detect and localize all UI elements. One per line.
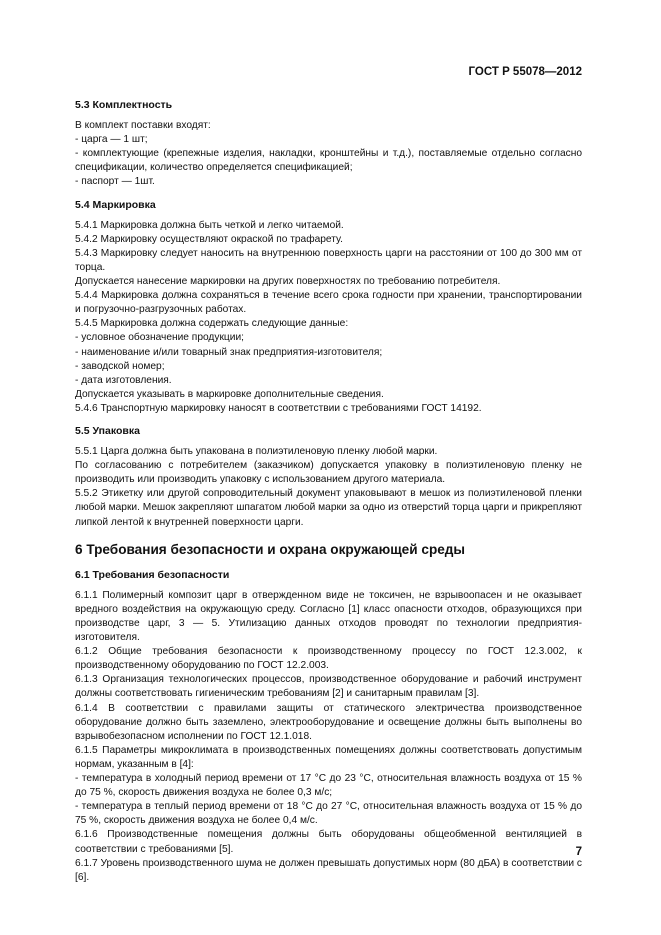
list-item: - температура в теплый период времени от 18 °С до 27 °С, относительная влажность воздуха от 15 % до 75 %, скорость движения воздуха не более 0,4 м/с.	[75, 801, 582, 827]
paragraph: Допускается нанесение маркировки на других поверхностях по требованию потребителя.	[75, 276, 501, 288]
page-number: 7	[575, 846, 582, 858]
page-content	[75, 90, 582, 885]
paragraph: 5.4.1 Маркировка должна быть четкой и легко читаемой.	[75, 219, 344, 231]
paragraph: 6.1.7 Уровень производственного шума не должен превышать допустимых норм (80 дБА) в соответствии с [6].	[75, 857, 582, 883]
section-5-5-title: 5.5 Упаковка	[75, 424, 140, 437]
paragraph: 5.4.5 Маркировка должна содержать следующие данные:	[75, 318, 349, 330]
list-item: - условное обозначение продукции;	[75, 332, 244, 344]
paragraph: 6.1.1 Полимерный композит царг в отвержденном виде не токсичен, не взрывоопасен и не оказывает вредного воздействия на окружающую среду. Согласно [1] класс опасности отходов, образующихся при производстве царг, 3 — 5. Утилизацию данных отходов проводят по технологии предприятия-изготовителя.	[75, 589, 582, 644]
list-item: - температура в холодный период времени от 17 °С до 23 °С, относительная влажность воздуха от 15 % до 75 %, скорость движения воздуха не более 0,3 м/с;	[75, 773, 582, 799]
paragraph: 5.5.1 Царга должна быть упакована в полиэтиленовую пленку любой марки.	[75, 446, 438, 458]
list-item: - наименование и/или товарный знак предприятия-изготовителя;	[75, 346, 383, 358]
list-item: - заводской номер;	[75, 360, 165, 372]
paragraph: 6.1.5 Параметры микроклимата в производственных помещениях должны соответствовать допустимым нормам, указанным в [4]:	[75, 744, 582, 770]
paragraph: 6.1.2 Общие требования безопасности к производственному процессу по ГОСТ 12.3.002, к производственному оборудованию по ГОСТ 12.2.003.	[75, 646, 582, 672]
paragraph: 5.5.2 Этикетку или другой сопроводительный документ упаковывают в мешок из полиэтиленовой пленки любой марки. Мешок закрепляют шпагатом любой марки за одно из отверстий торца царги и прикрепляют липкой лентой к внутренней поверхности царги.	[75, 488, 582, 528]
section-5-3-title: 5.3 Комплектность	[75, 99, 173, 111]
paragraph: 6.1.3 Организация технологических процессов, производственное оборудование и рабочий инструмент должны соответствовать гигиеническим требованиям [2] и санитарным правилам [3].	[75, 674, 582, 700]
paragraph: 6.1.6 Производственные помещения должны быть оборудованы общеобменной вентиляцией в соответствии с требованиями [5].	[75, 829, 582, 855]
list-item: - дата изготовления.	[75, 374, 172, 386]
paragraph: В комплект поставки входят:	[75, 120, 211, 132]
paragraph: Допускается указывать в маркировке дополнительные сведения.	[75, 388, 384, 400]
list-item: - царга — 1 шт;	[75, 134, 148, 146]
paragraph: 5.4.2 Маркировку осуществляют окраской по трафарету.	[75, 233, 343, 245]
section-6-title: 6 Требования безопасности и охрана окружающей среды	[75, 541, 466, 557]
list-item: - комплектующие (крепежные изделия, накладки, кронштейны и т.д.), поставляемые отдельно согласно спецификации, количество определяется спецификацией;	[75, 148, 582, 174]
paragraph: По согласованию с потребителем (заказчиком) допускается упаковку в полиэтиленовую пленку не производить или производить упаковку с использованием другого материала.	[75, 460, 582, 486]
section-5-4-title: 5.4 Маркировка	[75, 198, 156, 211]
section-6-1-title: 6.1 Требования безопасности	[75, 568, 230, 581]
document-id-header: ГОСТ Р 55078—2012	[468, 66, 582, 78]
paragraph: 5.4.4 Маркировка должна сохраняться в течение всего срока годности при хранении, транспортировании и погрузочно-разгрузочных работах.	[75, 290, 582, 316]
paragraph: 6.1.4 В соответствии с правилами защиты от статического электричества производственное оборудование должно быть заземлено, электрооборудование и освещение должны быть выполнены во взрывобезопасном исполнении по ГОСТ 12.1.018.	[75, 702, 582, 742]
list-item: - паспорт — 1шт.	[75, 176, 155, 188]
paragraph: 5.4.6 Транспортную маркировку наносят в соответствии с требованиями ГОСТ 14192.	[75, 402, 482, 414]
paragraph: 5.4.3 Маркировку следует наносить на внутреннюю поверхность царги на расстоянии от 100 до 300 мм от торца.	[75, 247, 582, 273]
